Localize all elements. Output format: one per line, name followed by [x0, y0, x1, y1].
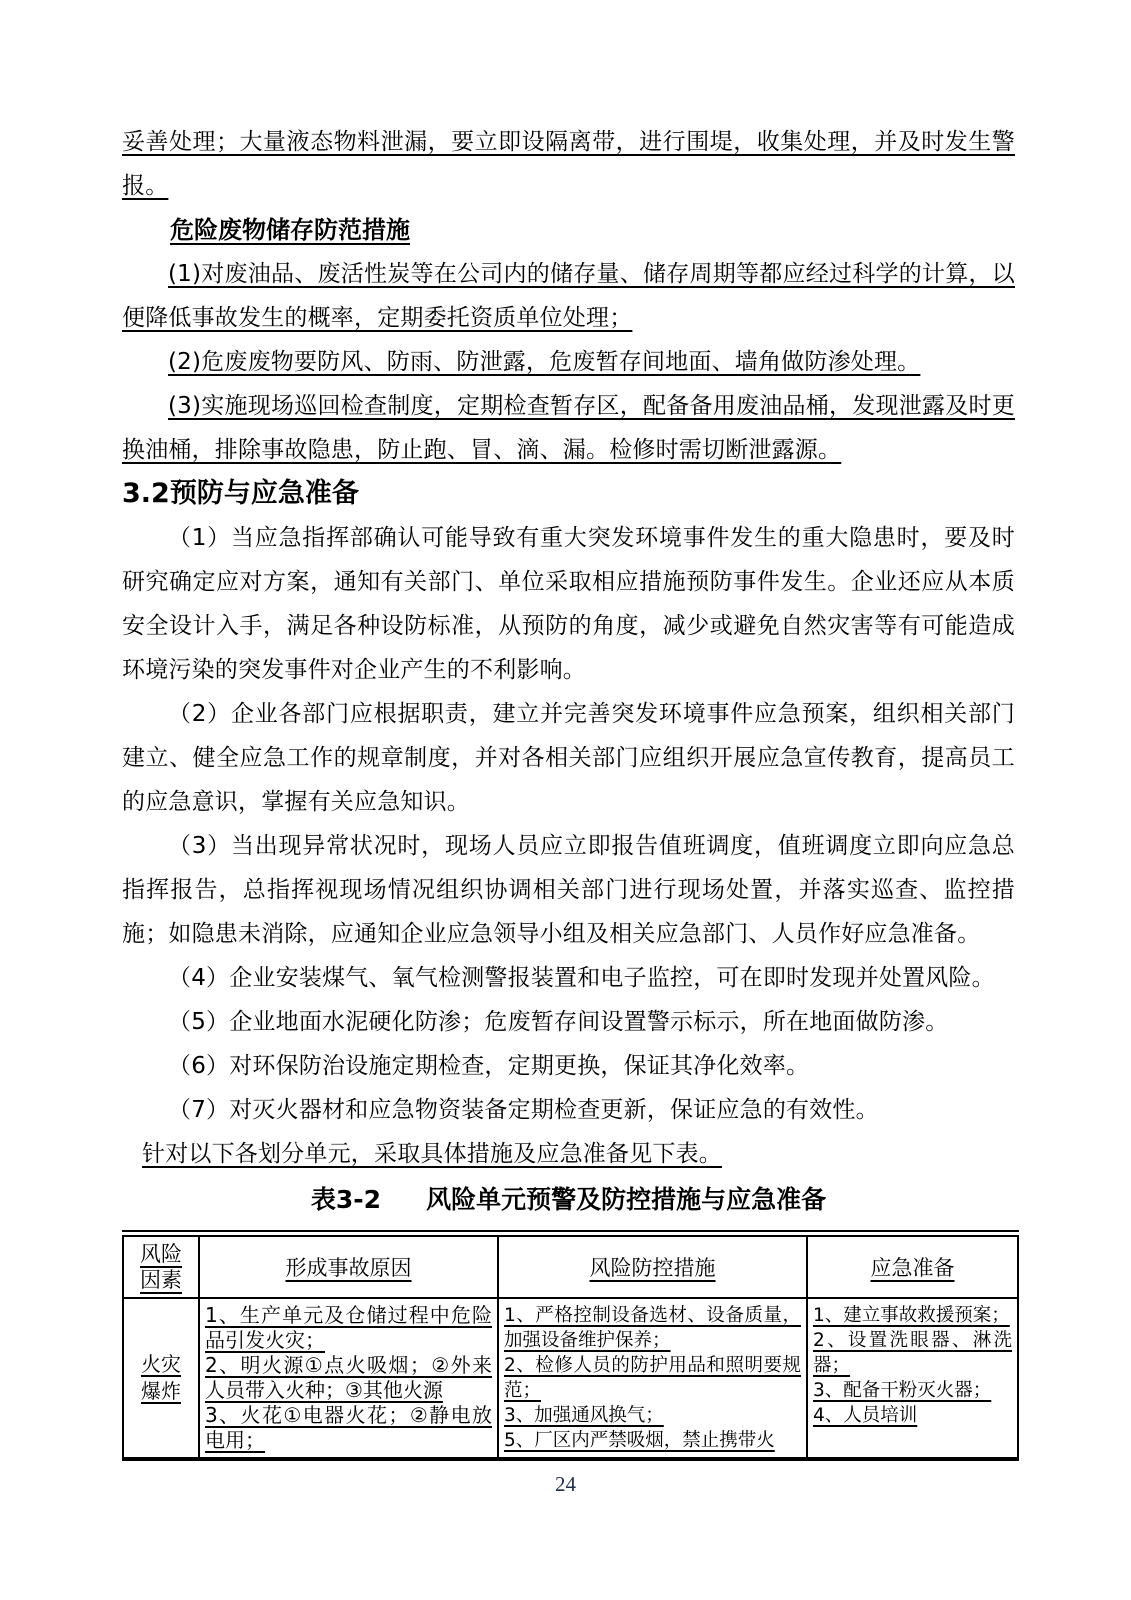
control-item: 1、严格控制设备选材、设备质量，加强设备维护保养；	[504, 1305, 801, 1351]
hazwaste-heading: 危险废物储存防范措施	[170, 216, 410, 244]
section-item-7: （7）对灭火器材和应急物资装备定期检查更新，保证应急的有效性。	[168, 1097, 879, 1123]
preparedness-item: 4、人员培训	[813, 1405, 918, 1426]
risk-table	[122, 1230, 1019, 1461]
table-caption	[122, 1178, 1015, 1222]
preparedness-item: 2、设置洗眼器、淋洗器；	[813, 1330, 1012, 1376]
cell-accident-causes	[199, 1298, 498, 1459]
cause-item: 1、生产单元及仓储过程中危险品引发火灾；	[205, 1303, 492, 1352]
control-item: 5、厂区内严禁吸烟，禁止携带火	[504, 1430, 775, 1451]
cell-risk-factor: 火灾爆炸	[123, 1298, 199, 1459]
hazwaste-item-3: (3)实施现场巡回检查制度，定期检查暂存区，配备备用废油品桶，发现泄露及时更换油桶，排除事故隐患，防止跑、冒、滴、漏。检修时需切断泄露源。	[122, 393, 1015, 463]
paragraph-continuation: 妥善处理；大量液态物料泄漏，要立即设隔离带，进行围堤，收集处理，并及时发生警报。	[122, 129, 1015, 199]
cause-item: 2、明火源①点火吸烟；②外来人员带入火种；③其他火源	[205, 1353, 492, 1402]
section-item-4: （4）企业安装煤气、氧气检测警报装置和电子监控，可在即时发现并处置风险。	[168, 965, 995, 991]
preparedness-item: 1、建立事故救援预案；	[813, 1305, 1010, 1326]
cause-item: 3、火花①电器火花；②静电放电用；	[205, 1403, 492, 1452]
header-risk-factor: 风险因素	[123, 1234, 199, 1299]
section-item-6: （6）对环保防治设施定期检查，定期更换，保证其净化效率。	[168, 1053, 810, 1079]
cell-control-measures	[498, 1298, 807, 1459]
section-item-5: （5）企业地面水泥硬化防渗；危废暂存间设置警示标示，所在地面做防渗。	[168, 1009, 949, 1035]
preparedness-item: 3、配备干粉灭火器；	[813, 1380, 992, 1401]
hazwaste-item-2: (2)危废废物要防风、防雨、防泄露，危废暂存间地面、墙角做防渗处理。	[168, 349, 921, 375]
header-accident-causes: 形成事故原因	[199, 1234, 498, 1299]
section-item-2: （2）企业各部门应根据职责，建立并完善突发环境事件应急预案，组织相关部门建立、健全应急工作的规章制度，并对各相关部门应组织开展应急宣传教育，提高员工的应急意识，掌握有关应急知识。	[122, 701, 1015, 815]
section-item-3: （3）当出现异常状况时，现场人员应立即报告值班调度，值班调度立即向应急总指挥报告，总指挥视现场情况组织协调相关部门进行现场处置，并落实巡查、监控措施；如隐患未消除，应通知企业应急领导小组及相关应急部门、人员作好应急准备。	[122, 833, 1015, 947]
table-caption-label: 表3-2	[310, 1185, 382, 1214]
table-intro: 针对以下各划分单元，采取具体措施及应急准备见下表。	[142, 1141, 722, 1167]
section-item-1: （1）当应急指挥部确认可能导致有重大突发环境事件发生的重大隐患时，要及时研究确定应对方案，通知有关部门、单位采取相应措施预防事件发生。企业还应从本质安全设计入手，满足各种设防标准，从预防的角度，减少或避免自然灾害等有可能造成环境污染的突发事件对企业产生的不利影响。	[122, 525, 1015, 683]
control-item: 2、检修人员的防护用品和照明要规范；	[504, 1355, 801, 1401]
table-header-row	[123, 1234, 1018, 1299]
cell-emergency-preparedness	[807, 1298, 1018, 1459]
page-content	[122, 120, 1015, 1461]
table-row-fire-explosion	[123, 1298, 1018, 1459]
table-caption-title: 风险单元预警及防控措施与应急准备	[426, 1185, 827, 1214]
header-emergency-preparedness: 应急准备	[807, 1234, 1018, 1299]
section-heading-3-2: 3.2预防与应急准备	[122, 478, 359, 509]
hazwaste-item-1: (1)对废油品、废活性炭等在公司内的储存量、储存周期等都应经过科学的计算，以便降低事故发生的概率，定期委托资质单位处理；	[122, 261, 1015, 331]
page-number: 24	[555, 1472, 576, 1496]
control-item: 3、加强通风换气；	[504, 1405, 664, 1426]
header-control-measures: 风险防控措施	[498, 1234, 807, 1299]
